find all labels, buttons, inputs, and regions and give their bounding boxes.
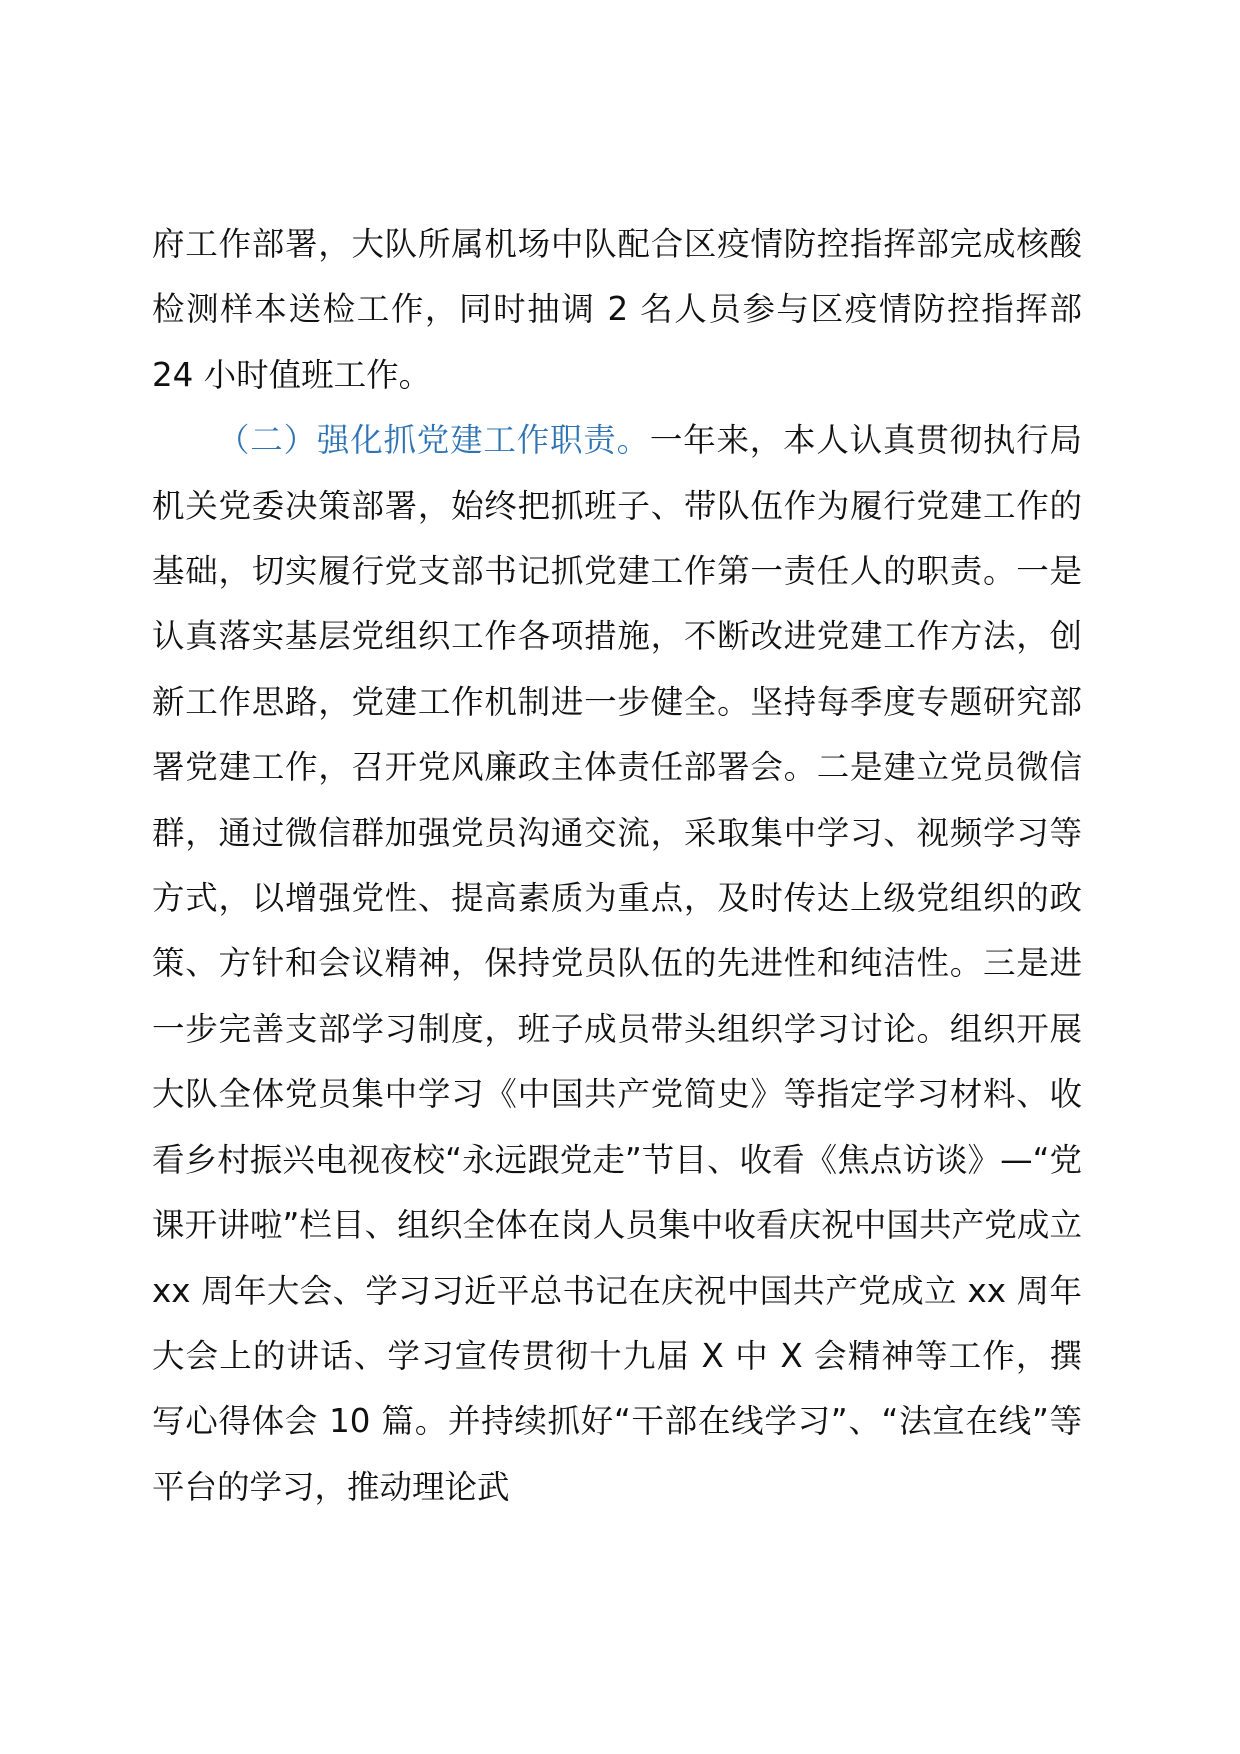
document-body — [152, 212, 1082, 1520]
paragraph-party-building — [152, 408, 1082, 1520]
paragraph-text: 一年来，本人认真贯彻执行局机关党委决策部署，始终把抓班子、带队伍作为履行党建工作的基础，切实履行党支部书记抓党建工作第一责任人的职责。一是认真落实基层党组织工作各项措施，不断改进党建工作方法，创新工作思路，党建工作机制进一步健全。坚持每季度专题研究部署党建工作，召开党风廉政主体责任部署会。二是建立党员微信群，通过微信群加强党员沟通交流，采取集中学习、视频学习等方式，以增强党性、提高素质为重点，及时传达上级党组织的政策、方针和会议精神，保持党员队伍的先进性和纯洁性。三是进一步完善支部学习制度，班子成员带头组织学习讨论。组织开展大队全体党员集中学习《中国共产党简史》等指定学习材料、收看乡村振兴电视夜校“永远跟党走”节目、收看《焦点访谈》—“党课开讲啦”栏目、组织全体在岗人员集中收看庆祝中国共产党成立 xx 周年大会、学习习近平总书记在庆祝中国共产党成立 xx 周年大会上的讲话、学习宣传贯彻十九届 X 中 X 会精神等工作，撰写心得体会 10 篇。并持续抓好“干部在线学习”、“法宣在线”等平台的学习，推动理论武 — [152, 421, 1082, 1506]
paragraph-text: 府工作部署，大队所属机场中队配合区疫情防控指挥部完成核酸检测样本送检工作，同时抽调 2 名人员参与区疫情防控指挥部 24 小时值班工作。 — [152, 225, 1082, 394]
section-heading: （二）强化抓党建工作职责。 — [217, 421, 650, 460]
paragraph-continuation — [152, 212, 1082, 408]
